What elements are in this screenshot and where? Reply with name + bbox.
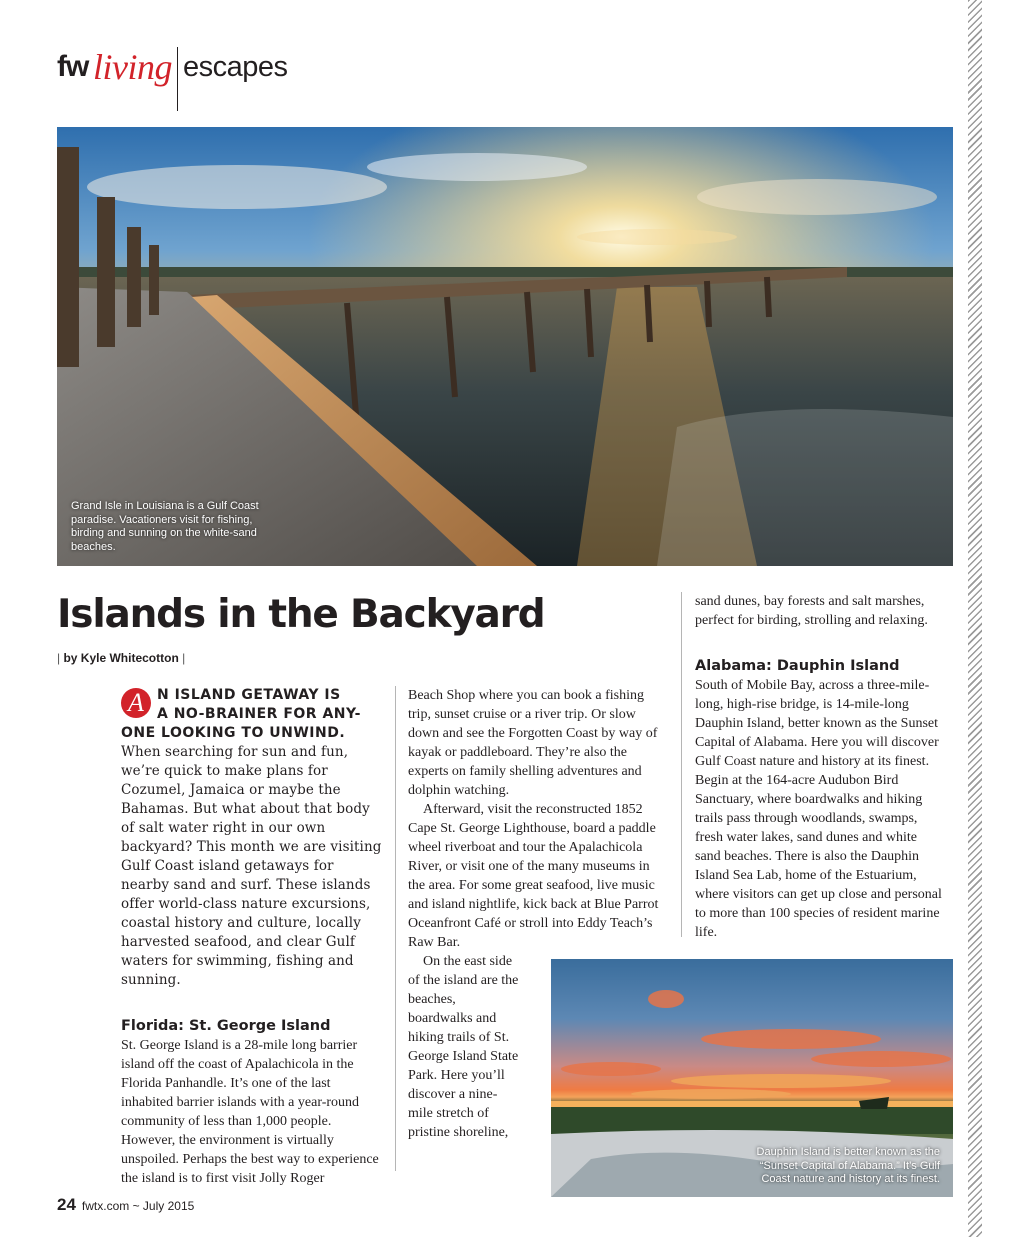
alabama-paragraph-1: South of Mobile Bay, across a three-mile-long, high-rise bridge, is 14-mile-long Dauphin Island, better known as the Sunset Capital of Alabama. Here you will discover Gulf Coast nature and history at its finest. Begin at the 164-acre Audubon Bird Sanctuary, where boardwalks and hiking trails pass through woodlands, swamps, fresh water lakes, sand dunes and white sand beaches. There is also the Dauphin Island Sea Lab, home of the Estuarium, where visitors can get up close and personal to more than 100 species of resident marine life. [695,678,942,940]
footer-text: fwtx.com ~ July 2015 [81,1199,195,1213]
lead-line-2: A NO-BRAINER FOR ANY- [157,706,361,722]
dropcap: A [121,688,151,718]
lead-paragraph-block [121,686,382,990]
header-divider [177,47,178,111]
florida-paragraph-1: St. George Island is a 28-mile long barrier island off the coast of Apalachicola in the Florida Panhandle. It’s one of the last inhabited barrier islands with a year-round community of less than 1,000 people. However, the environment is virtually unspoiled. Perhaps the best way to experience the island is to first visit Jolly Roger [121,1038,379,1186]
decorative-hatch-strip [968,0,982,1237]
column-rule-2 [681,592,682,937]
col2-paragraph-2: Afterward, visit the reconstructed 1852 Cape St. George Lighthouse, board a paddle wheel riverboat and tour the Apalachicola River, or visit one of the many museums in the area. For some great seafood, live music and island nightlife, kick back at Blue Parrot Oceanfront Café or stroll into Eddy Teach’s Raw Bar. [408,802,659,950]
brand-living: living [93,47,172,87]
col3-paragraph-1: sand dunes, bay forests and salt marshes, perfect for birding, strolling and relaxing. [695,594,928,628]
lead-line-1: N ISLAND GETAWAY IS [157,687,341,703]
photo2-caption: Dauphin Island is better known as the “Sunset Capital of Alabama.” It’s Gulf Coast nature and history at its finest. [756,1146,940,1185]
florida-heading: Florida: St. George Island [121,1018,331,1034]
hero-caption: Grand Isle in Louisiana is a Gulf Coast paradise. Vacationers visit for fishing, birding and sunning on the white-sand beaches. [71,500,259,553]
article-title: Islands in the Backyard [57,592,545,637]
brand-fw: fw [57,50,89,83]
page-number: 24 [57,1195,76,1214]
column-rule-1 [395,686,396,1171]
byline-pipe-right: | [178,651,186,665]
byline-author: by Kyle Whitecotton [63,651,179,665]
col2-paragraph-1: Beach Shop where you can book a fishing trip, sunset cruise or a river trip. Or slow down and see the Forgotten Coast by way of kayak or paddleboard. They’re also the experts on family shelling adventures and dolphin watching. [408,688,658,798]
intro-paragraph: When searching for sun and fun, we’re quick to make plans for Cozumel, Jamaica or maybe the Bahamas. But what about that body of salt water right in our own backyard? This month we are visiting Gulf Coast island getaways for nearby sand and surf. These islands offer world-class nature excursions, coastal history and culture, locally harvested seafood, and clear Gulf waters for swimming, fishing and sunning. [121,744,382,988]
lead-in [121,686,382,743]
section-name: escapes [183,51,288,83]
article-column-3 [695,592,945,942]
page-footer [57,1195,194,1215]
alabama-heading: Alabama: Dauphin Island [695,658,900,674]
byline-pipe-left: | [57,651,64,665]
byline [57,651,185,665]
col2-paragraph-3: On the east side of the island are the beaches, boardwalks and hiking trails of St. George Island State Park. Here you’ll discover a nine-mile stretch of pristine shoreline, [408,954,519,1140]
lead-line-3: ONE LOOKING TO UNWIND. [121,725,346,741]
article-column-1 [121,686,382,1188]
